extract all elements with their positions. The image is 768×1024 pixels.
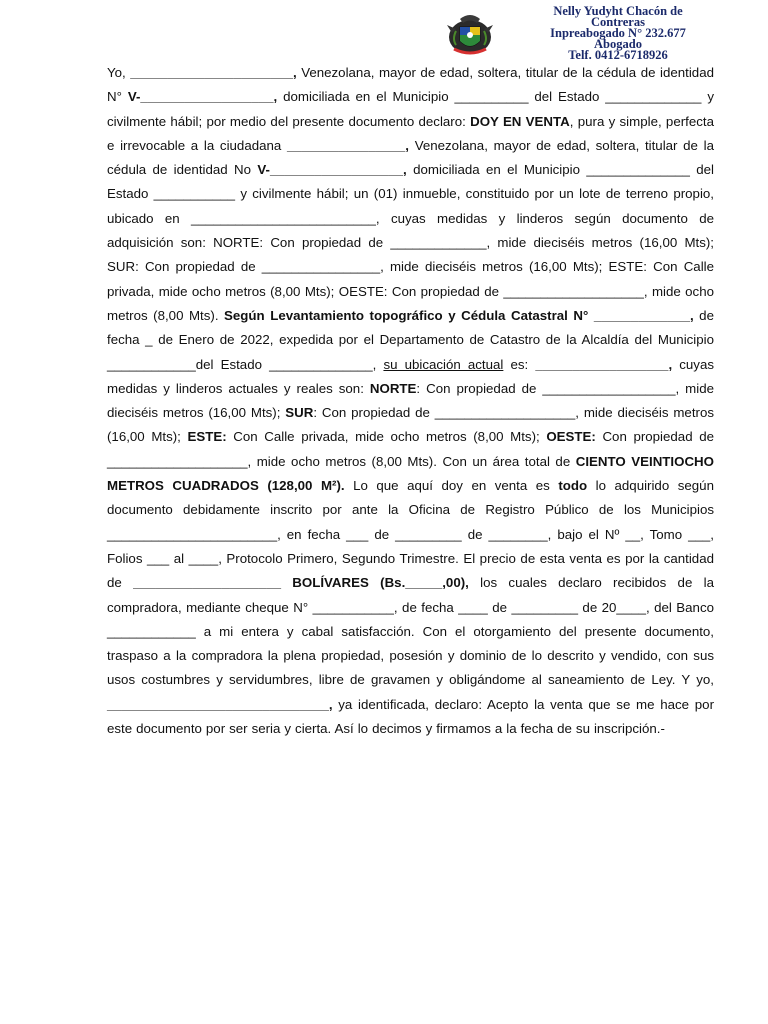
lawyer-name-line1: Nelly Yudyht Chacón de	[553, 4, 683, 18]
lawyer-phone: Telf. 0412-6718926	[568, 48, 668, 62]
sale-price: ____________________ BOLÍVARES (Bs._____,00),	[133, 575, 469, 591]
doy-en-venta: DOY EN VENTA	[470, 113, 570, 129]
text-run: Lo que aquí doy en venta es	[344, 478, 559, 494]
text-run: Venezolana, mayor de edad, soltera, titular de la cédula de identidad No	[107, 137, 714, 178]
text-run: domiciliada en el Municipio __________ del Estado _____________ y civilmente hábil; por medio del presente documento declaro:	[107, 89, 714, 129]
text-run: : Con propiedad de __________________, mide dieciséis metros (16,00 Mts);	[107, 380, 714, 421]
text-run: , pura y simple, perfecta e irrevocable a la ciudadana	[107, 113, 714, 153]
text-run: los cuales declaro recibidos de la compradora, mediante cheque N° ___________, de fecha ____ de _________ de 20____, del Banco ____________ a mi entera y cabal satisfacción. Con el otorgamiento del presente documento, traspaso a la compradora la plena propiedad, posesión y dominio de lo descrito y vendido, con sus usos costumbres y servidumbres, libre de gravamen y obligándome al saneamiento de Ley. Y yo,	[107, 575, 714, 688]
oeste-label: OESTE:	[546, 429, 596, 445]
total-area: CIENTO VEINTIOCHO METROS CUADRADOS (128,00 M²).	[107, 453, 715, 494]
sale-declaration-paragraph	[107, 61, 714, 741]
buyer-id-blank: V-__________________,	[257, 162, 407, 178]
coat-of-arms-icon	[446, 11, 494, 59]
text-run: domiciliada en el Municipio ______________ del Estado ___________ y civilmente hábil; un (01) inmueble, constituido por un lote de terreno propio, ubicado en _________________________, cuyas medidas y linderos según documento de adquisición son: NORTE: Con propiedad de _____________, mide dieciséis metros (16,00 Mts); SUR: Con propiedad de ________________, mide dieciséis metros (16,00 Mts); ESTE: Con Calle privada, mide ocho metros (8,00 Mts); OESTE: Con propiedad de ___________________, mide ocho metros (8,00 Mts).	[107, 162, 714, 323]
buyer-signature-blank: ______________________________,	[107, 696, 333, 712]
text-run: Yo,	[107, 65, 131, 80]
todo-emphasis: todo	[558, 478, 588, 494]
current-location-label: su ubicación actual	[383, 356, 504, 372]
text-run: es:	[503, 356, 536, 372]
lawyer-name-line2: Contreras	[591, 15, 645, 29]
lawyer-title: Abogado	[594, 37, 642, 51]
lawyer-letterhead	[498, 6, 738, 61]
text-run: Con Calle privada, mide ocho metros (8,00 Mts);	[226, 429, 547, 445]
text-run: : Con propiedad de ___________________, mide dieciséis metros (16,00 Mts);	[107, 405, 714, 445]
text-run: Venezolana, mayor de edad, soltera, titular de la cédula de identidad N°	[107, 65, 714, 105]
buyer-name-blank: ________________,	[286, 137, 410, 153]
inpreabogado-number: Inpreabogado N° 232.677	[550, 26, 686, 40]
seller-name-blank: ______________________,	[130, 65, 297, 80]
text-run: Con propiedad de ___________________, mide ocho metros (8,00 Mts). Con un área total de	[107, 429, 715, 469]
seller-id-blank: V-__________________,	[127, 89, 278, 105]
sale-declaration-body	[107, 61, 714, 741]
cadastral-reference: Según Levantamiento topográfico y Cédula Catastral N° _____________,	[224, 307, 694, 323]
letterhead	[446, 6, 746, 64]
este-label: ESTE:	[187, 429, 227, 445]
text-run: de fecha _ de Enero de 2022, expedida por el Departamento de Catastro de la Alcaldía del Municipio ____________del Estado ______________,	[107, 307, 714, 372]
norte-label: NORTE	[369, 380, 417, 396]
sur-label: SUR	[285, 405, 314, 421]
text-run: ya identificada, declaro: Acepto la venta que se me hace por este documento por ser seria y cierta. Así lo decimos y firmamos a la fecha de su inscripción.-	[107, 696, 714, 737]
text-run: lo adquirido según documento debidamente inscrito por ante la Oficina de Registro Público de los Municipios _______________________, en fecha ___ de _________ de ________, bajo el Nº __, Tomo ___, Folios ___ al ____, Protocolo Primero, Segundo Trimestre. El precio de esta venta es por la cantidad de	[107, 478, 714, 591]
current-location-blank: __________________,	[535, 356, 673, 372]
text-run: cuyas medidas y linderos actuales y reales son:	[107, 356, 715, 396]
